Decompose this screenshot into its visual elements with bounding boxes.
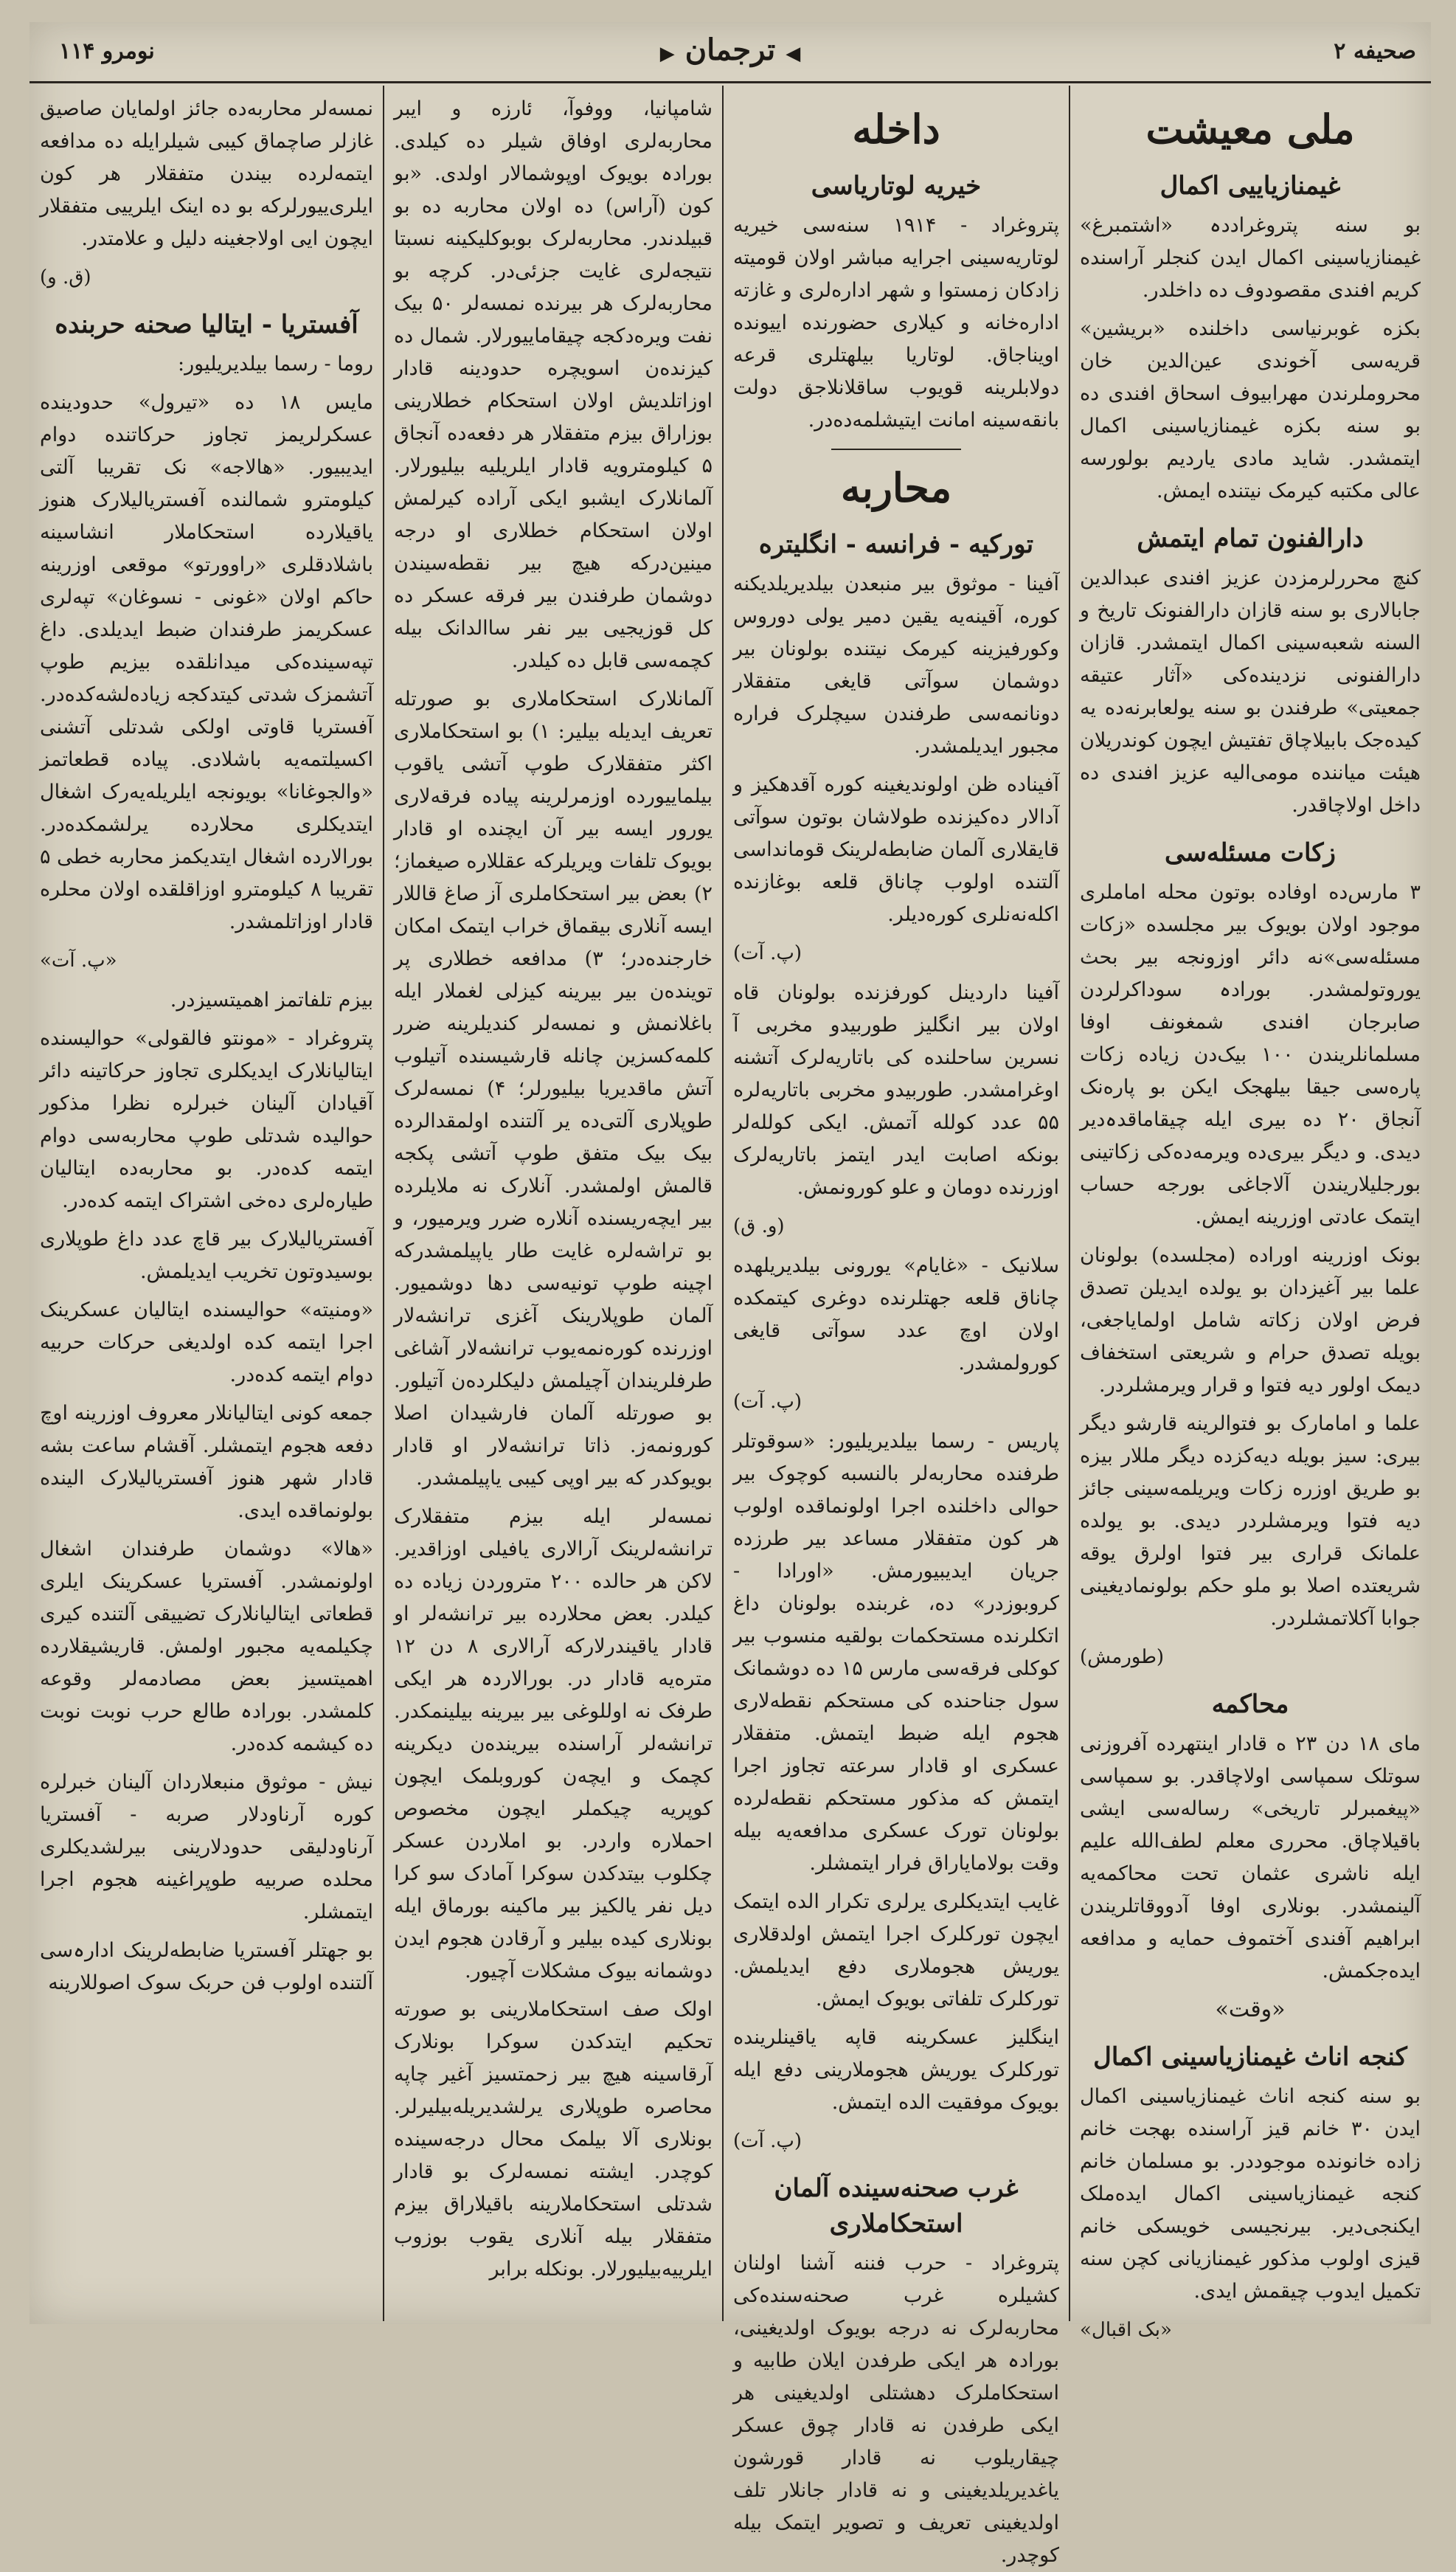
paragraph: روما - رسما بیلدیریلیور:	[177, 353, 373, 376]
paragraph: علما و امامارک بو فتوالرینه قارشو دیگر بیری: سیز بویله دیه‌کزده دیگر مللار بیزه بو طریق اوزره زکات ویریلمه‌سینی جائز دیه فتوا ویرمشلردر دیدی. بو یولده علمانک قراری بیر فتوا اولرق یوقه شریعتده اصلا بو ملو حکم بولونمادیغینی جوابا آکلاتمشلردر.	[1080, 1412, 1421, 1630]
newspaper-title: ◀ ترجمان ▶	[659, 32, 801, 67]
section-title: ملی معیشت	[1145, 106, 1355, 153]
paragraph: نیش - موثوق منبعلاردان آلینان خبرلره کوره آرناودلار صربه - آفستریا آرناودلیقی حدودلارینی بیرلشدیکلری محلده صربیه طوپراغینه هجوم اجرا ایتمشلر.	[40, 1771, 373, 1923]
article-heading: کنجه اناث غیمنازیاسینی اکمال	[1093, 2042, 1407, 2072]
column-3	[384, 86, 723, 2321]
section-title: محاربه	[840, 464, 952, 511]
column-4	[30, 86, 384, 2321]
column-1	[1070, 86, 1431, 2341]
newspaper-page	[30, 22, 1431, 2567]
section-title: داخله	[852, 106, 940, 153]
paragraph: بکزه غوبرنیاسی داخلنده «بریشین» قریه‌سی آخوندی عین‌الدین خان محروملرندن مهرابیوف اسحاق افندی ده بو سنه بکزه غیمنازیاسینی اکمال ایتمشدر. شاید مادی یاردیم بولورسه عالی مکتبه کیرمک نیتنده ایمش.	[1080, 317, 1421, 502]
article-heading: آفستریا - ایتالیا صحنه‌ حربنده	[55, 310, 358, 339]
paragraph: آلمانلارک استحکاملاری بو صورتله تعریف ایدیله بیلیر: ۱) بو استحکاملاری اکثر متفقلارک طوپ آتشی یاقوب بیلماییورده اوزمرلرینه پیاده فرقه‌لاری یورور ایسه بیر آن ایچنده او قادار بویوک تلفات ویریلرکه عقللاره صیغماز؛ ۲) بعض بیر استحکاملری آز صاغ قاللار ایسه آنلاری بیقماق خراب ایتمک امکان خارجنده‌در؛ ۳) مدافعه خطلاری پر توینده‌ن بیر بیرینه کیزلی لغملار ایله باغلانمش و نمسه‌لر کندیلرینه ضرر کلمه‌کسزین چانله قارشیسنده آتیلوب آتش ماقدیریا بیلیورلر؛ ۴) نمسه‌لرک طوپلاری آلتی‌ده یر آلتنده اولمقدالرده بیک بیک متفق طوپ آتشی پکجه قالمش اولمشدر. آنلارک نه ملایلرده بیر ایچه‌ریسنده آنلاره ضرر ویرمیور، و بو تراشه‌لره غایت طار یاپیلمشدرکه اچینه طوپ تونیه‌سی دها دوشمیور. آلمان طوپلارینک آغزی ترانشه‌لار اوزرنده کوره‌نمه‌یوب ترانشه‌لار آشاغی طرفلریندان آچیلمش دلیکلرده‌ن آتیلور. بو صورتله آلمان فارشیدان اصلا کورونمه‌ز. ذاتا ترانشه‌لار او قادار بویوکدر که بیر اوپی کیبی یاپیلمشدر.	[394, 688, 713, 1490]
paragraph: آفیناده ظن اولوندیغینه کوره آقدهکیز و آدالار ده‌کیزنده طولاشان بوتون سوآتی قایقلاری آلمان ضابطه‌لرینک قوماندا‌سی آلتنده اولوب چاناق قلعه بوغازنده اکله‌نه‌نلری کوره‌دیلر.	[733, 773, 1059, 926]
article-source: (ق. و)	[40, 266, 91, 288]
paragraph: جمعه کونی ایتالیانلار معروف اوزرینه اوچ دفعه هجوم ایتمشلر. آقشام ساعت بشه قادار شهر هنوز آفستریالیلارک الینده بولونماقده ایدی.	[40, 1402, 373, 1522]
divider	[831, 449, 962, 450]
paragraph: غایب ایتدیکلری یرلری تکرار الده ایتمک ایچون تورکلرک اجرا ایتمش اولدقلاری یوریش هجوملاری دفع ایدیلمش. تورکلرک تلفاتی بویوک ایمش.	[733, 1890, 1059, 2011]
page-number: صحیفه ۲	[1334, 38, 1416, 64]
paragraph: پتروغراد - ۱۹۱۴ سنه‌سی خیریه لوتاریه‌سینی اجرایه مباشر اولان قومیته زادکان زمستوا و شهر اداره‌لری و غازته اداره‌خانه و کیلاری حضورنده اییونده اویناجاق. لوتاریا بیلهتلری قرعه دولابلرینه قویوب ساقلانلاجق دولت بانقه‌سینه امانت ایتیشلمه‌ده‌در.	[733, 214, 1059, 432]
article-heading: غیمنازیاییی اکمال	[1159, 171, 1341, 201]
paragraph: بونک اوزرینه اوراده (مجلسده) بولونان علما بیر آغیزدان بو یولده ایدیلن تصدق فرض اولان زکاته شامل اولمایاجغی، بویله تصدق حرام و شریعتی استخفاف دیمک اولور دیه فتوا و قرار ویرمشلردر.	[1080, 1244, 1421, 1397]
article-heading: تورکیه - فرانسه - انگلیتره	[758, 530, 1034, 559]
article-heading: محاکمه	[1211, 1690, 1289, 1719]
article-source: «بک اقبال»	[1080, 2319, 1172, 2341]
paragraph: پتروغراد - حرب فننه آشنا اولنان کشیلره غرب صحنه‌سنده‌کی محاربه‌لرک نه درجه بویوک اولدیغینی، بورادہ هر ایکی طرفدن ایلان طابیه و استحکاملرک دهشتلی اولدیغینی هر ایکی طرفدن نه قادار چوق عسکر چیقاریلوب نه قادار قورشون یاغدیریلدیغینی و نه قادار جانلار تلف اولدیغینی تعریف و تصویر ایتمک بیله کوچدر.	[733, 2252, 1059, 2567]
article-source: (پ. آت)	[733, 2130, 802, 2152]
paragraph: بیزم تلفاتمز اهمیتسیزدر.	[170, 989, 373, 1012]
columns	[30, 86, 1431, 2567]
paragraph: سلانیک - «غایام» یورونی بیلدیریلهده چاناق قلعه جهتلرنده دوغری کیتمکده اولان اوچ عدد سوآتی قایغی کورولمشدر.	[733, 1254, 1059, 1375]
paragraph: نمسه‌لر محاربه‌ده جائز اولمایان صاصیق غازلر صاچماق کیبی شیلرایله ده مدافعه ایتمه‌لرده بیندن متفقلار هر کون ایلری‌ییورلرکه بو ده اینک ایلرییی متفقلار ایچون ایی اولاجغینه دلیل و علامتدر.	[40, 97, 373, 250]
paragraph: پاریس - رسما بیلدیریلیور: «سوقوتلر طرفنده محاربه‌لر بالنسبه کوچوک بیر حوالی داخلنده اجرا اولونماقده اولوب هر کون متفقلار مساعد بیر طرزده جریان ایدیبیورمش. «اورادا - کروبوزدر» ده، غربنده بولونان داغ اتکلرنده مستحکمات بولقیه منسوب بیر کوکلی فرقه‌سی مارس ۱۵ ده دوشمانک سول جناحنده کی مستحکم نقطه‌لاری هجوم ایله ضبط ایتمش. متفقلار عسکری او قادار سرعته تجاوز اجرا ایتمش که مذکور مستحکم نقطه‌لرده بولونان تورک عسکری مدافعه‌یه بیله وقت بولامایاراق فرار ایتمشلر.	[733, 1430, 1059, 1875]
paragraph: نمسه‌لر ایله بیزم متفقلارک ترانشه‌لرینک آرالاری یافیلی اوزاقدیر. لاکن هر حالده ۲۰۰ متروردن زیاده ده کیلدر. بعض محلارده بیر ترانشه‌لر او قادار یاقیندرلارکه آرالاری ۸ دن ۱۲ متره‌یه قادار در. بورالاردہ هر ایکی طرفک نه اوللوغی بیر بیرینه بیلینمکدر. ترانشه‌لر آراسنده بیرینده‌ن دیکرینه کچمک و ایچه‌ن کوروبلمک ایچون کوپریه چیکملر ایچون مخصوص احملاره واردر. بو املاردن عسکر چکلوب بیتدکدن سوکرا آمادک سو کرا دیل نفر یالکیز بیر ماکینه بورماق ایله بونلاری کیده بیلیر و آرقادن هجوم ایدن دوشمانه بیوک مشکلات آچیور.	[394, 1505, 713, 1982]
paragraph: بو سنه کنجه اناث غیمنازیاسینی اکمال ایدن ۳۰ خانم قیز آراسنده بهجت خانم زاده خانونده موجوددر. بو مسلمان خانم کنجه غیمنازیاسینی اکمال ایده‌ملک ایکنجی‌دیر. بیرنجیسی خویسکی خانم قیزی اولوب مذکور غیمنازیانی کچن سنه تکمیل ایدوب چیقمش ایدی.	[1080, 2085, 1421, 2303]
article-source: «پ. آت»	[40, 950, 117, 972]
article-heading: غرب صحنه‌سینده آلمان استحکاملاری	[774, 2174, 1019, 2239]
paragraph: اولک صف استحکاملارینی بو صورته تحکیم ایتدکدن سوکرا بونلارک آرقاسینه هیچ بیر زحمتسیز آغیر چاپه محاصره طوپلاری یرلشدیریله‌بیلیرلر. بونلاری آلا بیلمک محال درجه‌سینده کوچدر. ایشته نمسه‌لرک بو قادار شدتلی استحکاملارینه باقیلاراق بیزم متفقلار بیله آنلاری یقوب بوزوب ایلرییه‌بیلیورلار. بونکله برابر	[394, 1998, 713, 2281]
article-source: (و. ق)	[733, 1215, 785, 1237]
paragraph: مایس ۱۸ ده «تیرول» حدودینده عسکرلریمز تجاوز حرکاتنده دوام ایدیبیور. «هالاجه» نک تقریبا آلتی کیلومترو شمالنده آفستریالیلارک هنوز یاقیلارده استحکاملار انشا‌سینه باشلادقلری «راوورتو» موقعی اوزرینه حاکم اولان «غونی - نسوغان» تپه‌لری عسکریمز طرفندان ضبط ایدیلدی. داغ تپه‌سینده‌کی میدانلقده بیزیم طوپ آتشمزک شدتی کیتدکجه زیاده‌لشه‌کده‌در. آفستریا قاوتی اولکی شدتلی آتشنی اکسیلتمه‌یه باشلادی. پیاده قطعاتمز «والجوغانا» بویونجه ایلریله‌یه‌رک اشغال ایتدیکلری محلارده یرلشمکده‌در. بورالارده اشغال ایتدیکمز محاربه خطی ۵ تقریبا ۸ کیلومترو اوزاقلقده اولان محلره قادار اوزاتلمشدر.	[40, 391, 373, 933]
paragraph: اینگلیز عسکرینه قاپه یاقینلرینده تورکلرک یوریش هجوملارینی دفع ایله بویوک موفقیت الده ایتمش.	[733, 2026, 1059, 2114]
article-source: (پ. آت)	[733, 942, 802, 964]
paragraph: کنچ محررلرمزدن عزیز افندی عبدالدین جابالاری بو سنه قازان دارالفنونک تاریخ و السنه شعبه‌سینی اکمال ایتمشدر. قازان دارالفنونی نزدینده‌کی «آثار عتیقه جمعیتی» طرفندن بو سنه یولعابرنه‌ده یه کیده‌جک بابیلاچاق تفتیش ایچون کوندریلان هیئت میاننده مومی‌الیه عزیز افندی ده داخل اولاچاقدر.	[1080, 567, 1421, 817]
paragraph: شامپانیا، ووفوآ، ئارزه و ایبر محاربه‌لری اوفاق شیلر ده کیلدی. بورادہ بویوک اوپوشمالار اولدی. «بو کون (آراس) ده اولان محاربه ده بو قبیلدندر. محاربه‌لرک بوبو‌کلیکینه نسبتا نتیجه‌لری غایت جزئی‌در. کرچه بو محاربه‌لرک هر بیرنده نمسه‌لر ۵۰ بیک نفت ویره‌دکجه چیقاماییورلار. شمال ده کیزنده‌ن اسویچره حدودینه قادار اوزاتلدیش اولان استحکام خطلارینی بوزاراق بیزم متفقلار هر دفعه‌ده آنجاق ۵ کیلومترویه قادار ایلریلیه بیلیورلار. آلمانلارک ایشبو ایکی آراده کیرلمش اولان استحکام خطلاری او درجه مینین‌درکه هیچ بیر نقطه‌سیندن دوشمان طرفندن بیر فرقه عسکر ده کل قوزیجیی بیر نفر ساالدانک بیله کچمه‌سی قابل ده کیلدر.	[394, 97, 713, 672]
ornament-right-icon: ◀	[786, 43, 801, 65]
paragraph: بو سنه پتروغراددہ «اشتمبرغ» غیمنازیاسینی اکمال ایدن کنجلر آراسنده کریم افندی مقصودوف ده داخلدر.	[1080, 214, 1421, 302]
column-2	[723, 86, 1070, 2567]
paragraph: «ومنیته» حوالیسنده ایتالیان عسکرینک اجرا ایتمه کده اولدیغی حرکات حربیه‌ دوام ایتمه کده‌در.	[40, 1299, 373, 1386]
paragraph: پتروغراد - «مونتو فالقولی» حوالیسنده ایتالیانلارک ایدیکلری تجاوز حرکاتینه دائر آقیادان آلینان خبرلره نظرا مذکور حوالیده شدتلی طوپ محاربه‌سی دوام ایتمه کده‌در. بو محاربه‌ده ایتالیان طیاره‌لری ده‌خی اشتراک ایتمه کده‌در.	[40, 1027, 373, 1212]
article-source: (طورمش)	[1080, 1646, 1165, 1668]
article-heading: زکات مسئله‌سی	[1165, 838, 1336, 868]
masthead	[30, 22, 1431, 83]
article-source: «وقت»	[1215, 1997, 1286, 2022]
paragraph: بو جهتلر آفستریا ضابطه‌لرینک ادارہ‌سی آلتنده اولوب فن حربک سوک اصوللارینه	[40, 1939, 373, 1994]
article-heading: دارالفنون تمام ایتمش	[1137, 524, 1364, 553]
paragraph: آفینا - موثوق بیر منبعدن بیلدیریلدیکنه کوره، آقینه‌یه یقین دمیر یولی دوروس وکورفیزینه کیرمک نیتنده بولونان بیر دوشمان سوآتی قایغی متفقلار دونانمه‌سی طرفندن سیچلرک فراره مجبور ایدیلمشدر.	[733, 573, 1059, 758]
ornament-left-icon: ▶	[659, 43, 675, 65]
paragraph: آفینا داردینل کورفزنده بولونان قاه اولان بیر انگلیز طوربیدو مخربی آ نسرین ساحلنده کی باتاریه‌لرک آتشنه اوغرامشدر. طوربیدو مخربی باتاریه‌لره ۵۵ عدد کولله آتمش. ایکی کولله‌لر بونکه اصابت ایدر ایتمز باتاریه‌لرک اوزرنده دومان و علو کورونمش.	[733, 981, 1059, 1199]
paragraph: ۳ مارس‌ده اوفاده بوتون محله اماملری موجود اولان بویوک بیر مجلسده «زکات مسئله‌سی»نه دائر اوزونجه بیر بحث یوروتولمشدر. بورادہ سوداکرلردن صابرجان افندی شمغونف اوفا مسلمانلریندن ۱۰۰ بیک‌دن زیاده زکات پاره‌سی جیقا بیلهجک ایکن بو پاره‌نک آنجاق ۲۰ ده بیری ایله چیقاماقدہ‌دیر دیدی. و دیگر بیری‌ده ویرمه‌ده‌کی زکاتینی بورجلیلاریندن آلاجاغی بورجه حساب ایتمک عادتی اوزرینه ایمش.	[1080, 881, 1421, 1228]
issue-number: نومرو ۱۱۴	[59, 38, 155, 64]
article-source: (پ. آت)	[733, 1391, 802, 1413]
paragraph: «هالا» دوشمان طرفندان اشغال اولونمشدر. آفستریا عسکرینک ایلری قطعاتی ایتالیانلارک تضییقی آلتنده کیری چکیلمه‌یه مجبور اولمش. قاریشیقلارده اهمیتسیز بعض مصادمه‌لر وقوعه کلمشدر. بورادہ طالع حرب نوبت نوبت ده کیشمه کده‌در.	[40, 1538, 373, 1755]
paragraph: آفستریالیلارک بیر قاچ عدد داغ طوپلاری بوسیدوتون تخریب ایدیلمش.	[40, 1228, 373, 1283]
paragraph: مای ۱۸ دن ۲۳ ه قادار اینتهرده آفروزنی سوتلک سمپاسی اولاچاقدر. بو سمپاسی «پیغمبرلر تاریخی» رساله‌سی ایشی باقیلاچاق. محرری معلم لطف‌الله علیم ایله ناشری عثمان تحت محاکمه‌یه آلینمشدر. بونلاری اوفا آدووقاتلریندن ابراهیم آفندی آختموف حمایه و مدافعه ایده‌جکمش.	[1080, 1732, 1421, 1982]
article-heading: خیریه لوتاریاسی	[811, 171, 982, 201]
